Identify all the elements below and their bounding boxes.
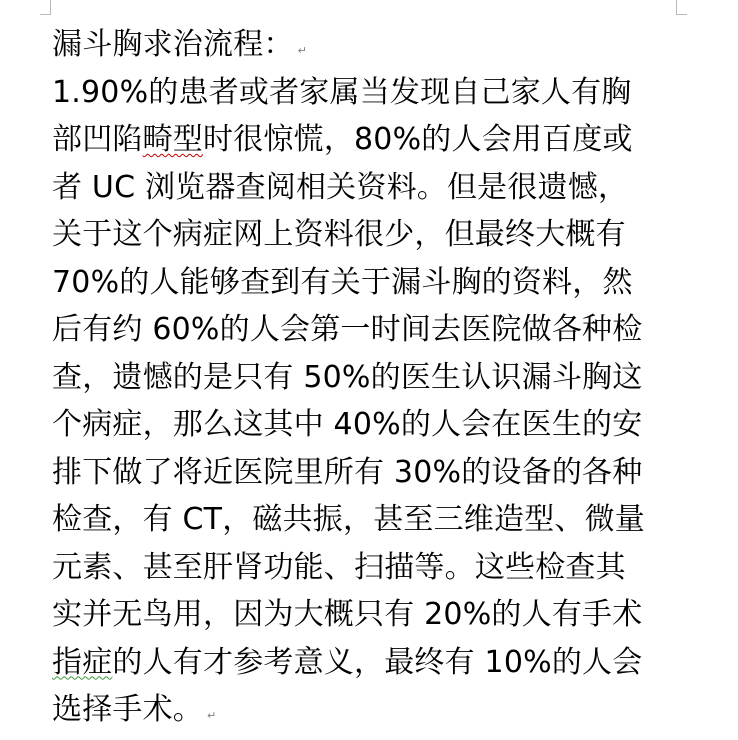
text-line: 者 UC 浏览器查阅相关资料。但是很遗憾， (52, 169, 629, 205)
document-title-line (52, 21, 682, 69)
paragraph-mark-icon: ↵ (297, 44, 308, 57)
document-body[interactable] (52, 21, 682, 734)
grammar-underline: 指症 (52, 644, 113, 680)
text-line: 排下做了将近医院里所有 30%的设备的各种 (52, 454, 643, 490)
text-line: 后有约 60%的人会第一时间去医院做各种检 (52, 312, 643, 347)
paragraph-mark-icon: ↵ (207, 709, 217, 722)
text-line: 关于这个病症网上资料很少，但最终大概有 (52, 217, 626, 252)
document-title: 漏斗胸求治流程： (52, 27, 294, 62)
text-line: 个病症，那么这其中 40%的人会在医生的安 (52, 407, 643, 442)
text-segment: 的人有才参考意义，最终有 10%的人会 (112, 644, 643, 680)
text-line: 部凹陷畸型时很惊慌，80%的人会用百度或 (52, 122, 633, 157)
text-line (52, 639, 682, 687)
text-line: 1.90%的患者或者家属当发现自己家人有胸 (52, 74, 632, 110)
text-line: 查，遗憾的是只有 50%的医生认识漏斗胸这 (52, 359, 643, 395)
margin-corner-mark-left (40, 0, 51, 15)
text-line-last (52, 686, 682, 734)
text-line: 实并无鸟用，因为大概只有 20%的人有手术 (52, 597, 643, 632)
text-segment: 选择手术。 (52, 692, 203, 727)
text-line: 元素、甚至肝肾功能、扫描等。这些检查其 (52, 549, 626, 585)
spellcheck-underline: 畸型 (142, 122, 204, 157)
text-line: 70%的人能够查到有关于漏斗胸的资料，然 (52, 264, 633, 300)
margin-corner-mark-right (676, 0, 687, 15)
text-line: 检查，有 CT，磁共振，甚至三维造型、微量 (52, 502, 646, 537)
